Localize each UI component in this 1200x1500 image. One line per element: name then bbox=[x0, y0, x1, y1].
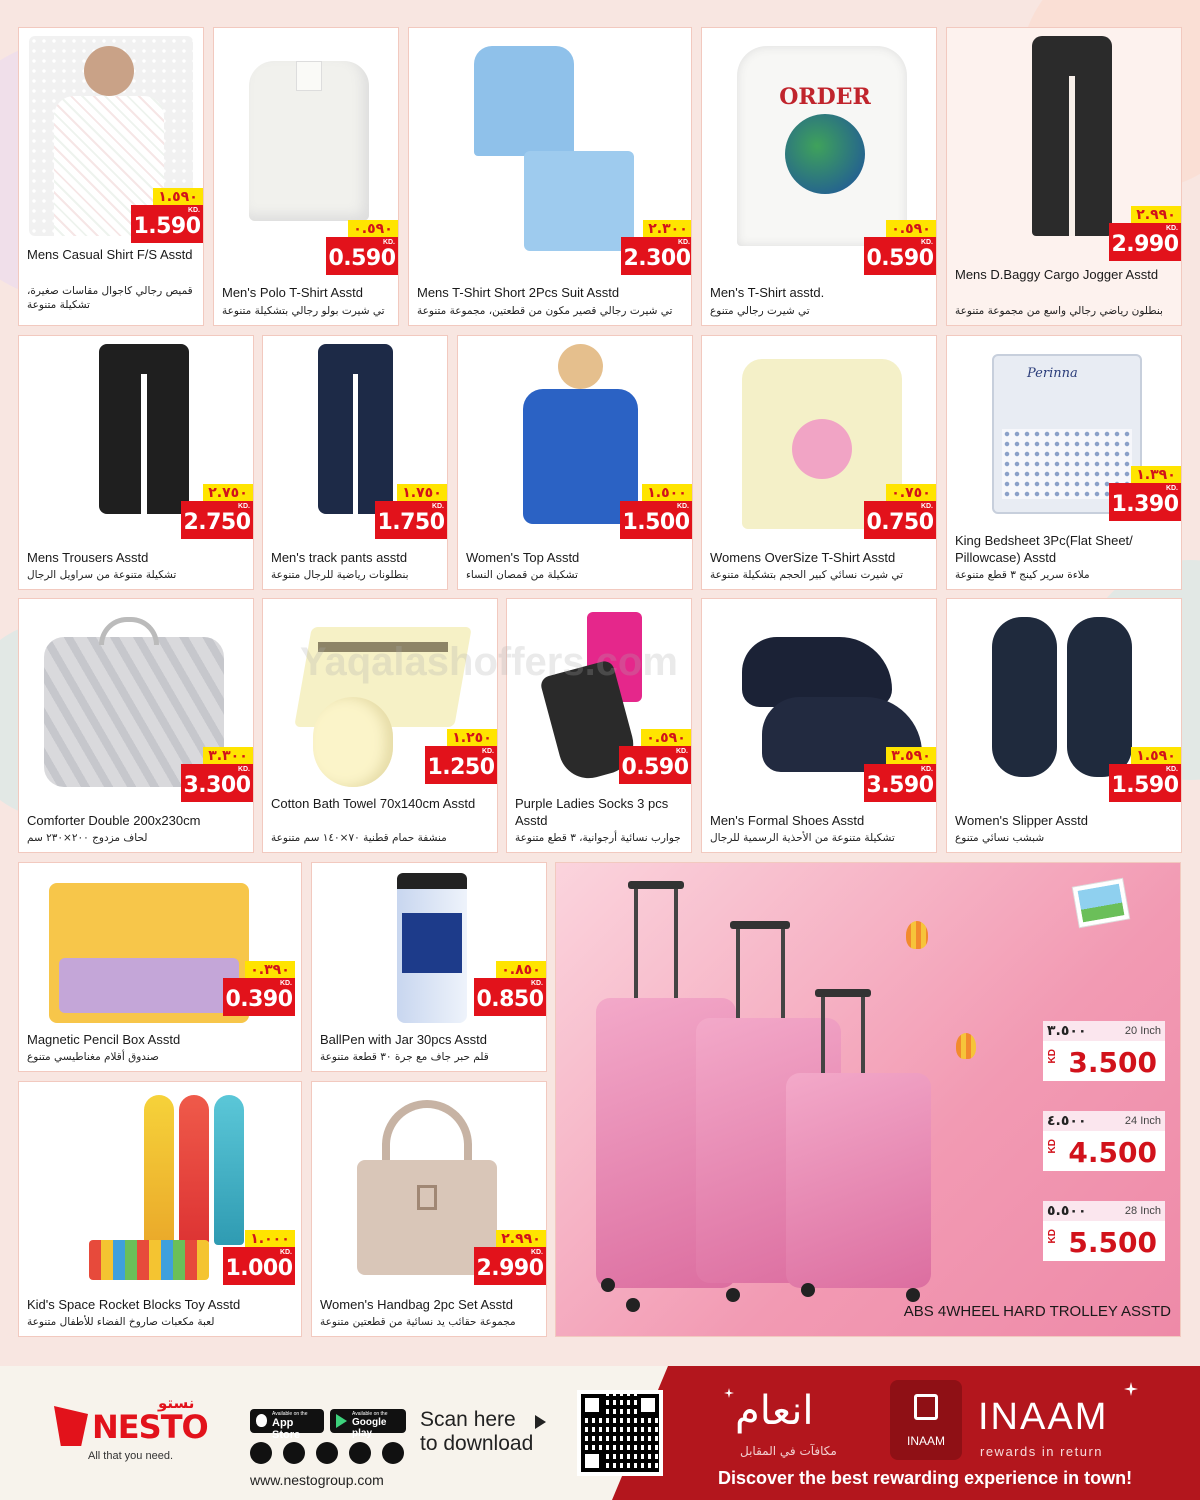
price-arabic: ٣.٥٠٠ bbox=[1047, 1023, 1087, 1039]
price-arabic: ٠.٧٥٠ bbox=[886, 484, 936, 503]
currency: KD. bbox=[237, 503, 250, 510]
twitter-icon[interactable] bbox=[349, 1442, 371, 1464]
apple-icon bbox=[256, 1414, 267, 1427]
price: 2.990 bbox=[474, 1247, 546, 1285]
price-arabic: ٣.٥٩٠ bbox=[886, 747, 936, 766]
price: 1.590 bbox=[1109, 764, 1181, 802]
price-tag bbox=[417, 729, 497, 789]
trolley-title: ABS 4WHEEL HARD TROLLEY ASSTD bbox=[903, 1303, 1171, 1320]
product-name-arabic: قلم حبر جاف مع جرة ٣٠ قطعة متنوعة bbox=[320, 1051, 489, 1063]
product-name: Women's Slipper Asstd bbox=[955, 813, 1089, 828]
product-name-arabic: صندوق أقلام مغناطيسي متنوع bbox=[27, 1051, 159, 1063]
price-arabic: ١.٥٩٠ bbox=[153, 188, 203, 207]
product-card[interactable] bbox=[311, 862, 547, 1072]
price-arabic: ٢.٣٠٠ bbox=[643, 220, 692, 239]
play-arrow-icon bbox=[535, 1415, 546, 1429]
price-tag bbox=[215, 1230, 295, 1290]
bedsheet-brand-text: Perinna bbox=[1027, 366, 1078, 381]
price-tag bbox=[173, 484, 253, 544]
product-name: Mens D.Baggy Cargo Jogger Asstd bbox=[955, 267, 1159, 282]
print-order-text: ORDER bbox=[779, 84, 871, 110]
price: 1.250 bbox=[425, 746, 497, 784]
product-name-arabic: تي شيرت نسائي كبير الحجم بتشكيلة متنوعة bbox=[710, 569, 904, 581]
size-label: 20 Inch bbox=[1124, 1025, 1161, 1037]
trolley-size-price bbox=[1043, 1201, 1165, 1261]
product-card[interactable] bbox=[18, 862, 302, 1072]
discover-text: Discover the best rewarding experience in town! bbox=[718, 1468, 1133, 1488]
currency: KD. bbox=[1165, 766, 1178, 773]
currency: KD. bbox=[431, 503, 444, 510]
price-arabic: ٠.٥٩٠ bbox=[886, 220, 936, 239]
price-tag bbox=[173, 747, 253, 807]
price-arabic: ١.٥٩٠ bbox=[1131, 747, 1181, 766]
trolley-promo[interactable] bbox=[555, 862, 1181, 1337]
price-arabic: ١.٢٥٠ bbox=[447, 729, 497, 748]
product-name-arabic: بنطلون رياضي رجالي واسع من مجموعة متنوعة bbox=[955, 305, 1163, 317]
product-name: Mens Casual Shirt F/S Asstd bbox=[27, 247, 193, 262]
price-arabic: ٢.٩٩٠ bbox=[496, 1230, 546, 1249]
price: 2.750 bbox=[181, 501, 253, 539]
product-name-arabic: مجموعة حقائب يد نسائية من قطعتين متنوعة bbox=[320, 1316, 516, 1328]
product-name-arabic: تي شيرت رجالي قصير مكون من قطعتين، مجموعة متنوعة bbox=[417, 305, 673, 317]
product-name-arabic: تي شيرت رجالي متنوع bbox=[710, 305, 810, 317]
price: 3.500 bbox=[1068, 1046, 1157, 1079]
price: 0.750 bbox=[864, 501, 936, 539]
price-arabic: ٠.٥٩٠ bbox=[348, 220, 398, 239]
website-link[interactable]: www.nestogroup.com bbox=[250, 1472, 384, 1488]
product-card[interactable] bbox=[18, 1081, 302, 1337]
product-name-arabic: منشفة حمام قطنية ٧٠×١٤٠ سم متنوعة bbox=[271, 832, 447, 844]
price: 5.500 bbox=[1068, 1226, 1157, 1259]
product-name: King Bedsheet 3Pc(Flat Sheet/ Pillowcase) Asstd bbox=[955, 533, 1133, 565]
price: 1.750 bbox=[375, 501, 447, 539]
price-arabic: ٠.٨٥٠ bbox=[496, 961, 546, 980]
price-arabic: ١.٧٥٠ bbox=[397, 484, 447, 503]
product-card[interactable] bbox=[701, 27, 937, 326]
product-name-arabic: تشكيلة متنوعة من الأحذية الرسمية للرجال bbox=[710, 832, 895, 844]
product-name-arabic: لعبة مكعبات صاروخ الفضاء للأطفال متنوعة bbox=[27, 1316, 215, 1328]
watermark: Yaqalashoffers.com bbox=[300, 640, 678, 684]
footer bbox=[0, 1366, 1200, 1500]
product-name: Womens OverSize T-Shirt Asstd bbox=[710, 550, 896, 565]
currency: KD. bbox=[920, 239, 933, 246]
nesto-arabic: نستو bbox=[158, 1394, 195, 1412]
trolley-size-price bbox=[1043, 1111, 1165, 1171]
price: 0.590 bbox=[619, 746, 691, 784]
currency: KD. bbox=[382, 239, 395, 246]
product-card[interactable] bbox=[457, 335, 693, 590]
product-card[interactable] bbox=[18, 335, 254, 590]
product-card[interactable] bbox=[506, 598, 692, 853]
pen-jar-image bbox=[397, 873, 467, 1023]
inaam-arabic-sub: مكافآت في المقابل bbox=[740, 1444, 837, 1458]
inaam-sub: rewards in return bbox=[980, 1444, 1104, 1459]
currency: KD. bbox=[676, 503, 689, 510]
price-tag bbox=[856, 220, 936, 280]
price-tag bbox=[1101, 206, 1181, 266]
product-card[interactable] bbox=[701, 335, 937, 590]
instagram-icon[interactable] bbox=[316, 1442, 338, 1464]
product-name-arabic: جوارب نسائية أرجوانية، ٣ قطع متنوعة bbox=[515, 832, 681, 844]
polo-tshirt-image bbox=[224, 36, 388, 246]
price-tag bbox=[856, 747, 936, 807]
scan-here-text: Scan here bbox=[420, 1408, 516, 1431]
product-card[interactable] bbox=[311, 1081, 547, 1337]
product-name: Comforter Double 200x230cm bbox=[27, 813, 201, 828]
product-name: Men's Formal Shoes Asstd bbox=[710, 813, 865, 828]
nesto-wordmark: NESTO bbox=[92, 1408, 208, 1446]
price: 4.500 bbox=[1068, 1136, 1157, 1169]
size-label: 28 Inch bbox=[1124, 1205, 1161, 1217]
product-card[interactable] bbox=[701, 598, 937, 853]
price-arabic: ٢.٧٥٠ bbox=[203, 484, 253, 503]
product-card[interactable] bbox=[946, 335, 1182, 590]
product-name: Women's Handbag 2pc Set Asstd bbox=[320, 1297, 514, 1312]
inaam-wordmark: INAAM bbox=[978, 1396, 1109, 1438]
product-name: Men's Polo T-Shirt Asstd bbox=[222, 285, 363, 300]
nesto-logo[interactable] bbox=[48, 1394, 218, 1474]
to-download-text: to download bbox=[420, 1432, 534, 1455]
price-tag bbox=[1101, 747, 1181, 807]
product-card[interactable] bbox=[946, 27, 1182, 326]
trolley-small bbox=[786, 1073, 931, 1288]
product-name: BallPen with Jar 30pcs Asstd bbox=[320, 1032, 487, 1047]
price-arabic: ٤.٥٠٠ bbox=[1047, 1113, 1087, 1129]
currency: KD. bbox=[187, 207, 200, 214]
product-name-arabic: تي شيرت بولو رجالي بتشكيلة متنوعة bbox=[222, 305, 385, 317]
price: 2.300 bbox=[621, 237, 692, 275]
youtube-icon[interactable] bbox=[250, 1442, 272, 1464]
currency: KD bbox=[1047, 1049, 1058, 1064]
inaam-badge: INAAM bbox=[890, 1380, 962, 1460]
price-arabic: ٢.٩٩٠ bbox=[1131, 206, 1181, 225]
product-name-arabic: لحاف مزدوج ٢٠٠×٢٣٠ سم bbox=[27, 832, 148, 844]
product-name-arabic: تشكيلة متنوعة من سراويل الرجال bbox=[27, 569, 177, 581]
product-name-arabic: تشكيلة من قمصان النساء bbox=[466, 569, 578, 581]
product-name-arabic: ملاءة سرير كينج ٣ قطع متنوعة bbox=[955, 569, 1090, 581]
currency: KD bbox=[1047, 1229, 1058, 1244]
price-tag bbox=[613, 220, 692, 280]
product-name: Mens T-Shirt Short 2Pcs Suit Asstd bbox=[417, 285, 620, 300]
product-name: Cotton Bath Towel 70x140cm Asstd bbox=[271, 796, 476, 811]
qr-code[interactable] bbox=[577, 1390, 663, 1476]
product-name: Purple Ladies Socks 3 pcs Asstd bbox=[515, 796, 669, 828]
price: 0.590 bbox=[864, 237, 936, 275]
currency: KD. bbox=[1165, 225, 1178, 232]
price-tag bbox=[367, 484, 447, 544]
price-tag bbox=[612, 484, 692, 544]
currency: KD. bbox=[920, 503, 933, 510]
price-arabic: ٥.٥٠٠ bbox=[1047, 1203, 1087, 1219]
tiktok-icon[interactable] bbox=[382, 1442, 404, 1464]
price-tag bbox=[215, 961, 295, 1021]
currency: KD bbox=[1047, 1139, 1058, 1154]
trolley-size-price bbox=[1043, 1021, 1165, 1081]
currency: KD. bbox=[675, 748, 688, 755]
price: 3.300 bbox=[181, 764, 253, 802]
price: 1.000 bbox=[223, 1247, 295, 1285]
product-name-arabic: شبشب نسائي متنوع bbox=[955, 832, 1045, 844]
product-card[interactable] bbox=[18, 598, 254, 853]
product-card[interactable] bbox=[946, 598, 1182, 853]
currency: KD. bbox=[920, 766, 933, 773]
product-name: Mens Trousers Asstd bbox=[27, 550, 149, 565]
google-play-button[interactable]: Available on the Google play bbox=[330, 1409, 406, 1433]
currency: KD. bbox=[530, 1249, 543, 1256]
price-tag bbox=[123, 188, 203, 248]
currency: KD. bbox=[530, 980, 543, 987]
price-arabic: ١.٠٠٠ bbox=[245, 1230, 295, 1249]
product-card[interactable] bbox=[262, 598, 498, 853]
size-label: 24 Inch bbox=[1124, 1115, 1161, 1127]
price: 3.590 bbox=[864, 764, 936, 802]
product-name-arabic: بنطلونات رياضية للرجال متنوعة bbox=[271, 569, 409, 581]
price-tag bbox=[466, 1230, 546, 1290]
product-name: Men's T-Shirt asstd. bbox=[710, 285, 825, 300]
price-tag bbox=[318, 220, 398, 280]
currency: KD. bbox=[481, 748, 494, 755]
price: 1.500 bbox=[620, 501, 692, 539]
price: 0.590 bbox=[326, 237, 398, 275]
price: 0.850 bbox=[474, 978, 546, 1016]
price: 1.390 bbox=[1109, 483, 1181, 521]
product-card[interactable] bbox=[262, 335, 448, 590]
product-card[interactable] bbox=[213, 27, 399, 326]
price-arabic: ٠.٣٩٠ bbox=[245, 961, 295, 980]
price-tag bbox=[611, 729, 691, 789]
price-arabic: ١.٣٩٠ bbox=[1131, 466, 1181, 485]
product-name: Magnetic Pencil Box Asstd bbox=[27, 1032, 181, 1047]
balloon-icon bbox=[956, 1033, 976, 1059]
price-arabic: ٣.٣٠٠ bbox=[203, 747, 253, 766]
nesto-tagline: All that you need. bbox=[88, 1450, 174, 1462]
price: 1.590 bbox=[131, 205, 203, 243]
price-arabic: ٠.٥٩٠ bbox=[641, 729, 691, 748]
app-store-button[interactable]: Available on the App Store bbox=[250, 1409, 324, 1433]
inaam-arabic-logo: انعام bbox=[735, 1388, 814, 1434]
price: 0.390 bbox=[223, 978, 295, 1016]
facebook-icon[interactable] bbox=[283, 1442, 305, 1464]
currency: KD. bbox=[237, 766, 250, 773]
currency: KD. bbox=[1165, 485, 1178, 492]
balloon-icon bbox=[906, 921, 928, 949]
currency: KD. bbox=[279, 1249, 292, 1256]
product-name: Kid's Space Rocket Blocks Toy Asstd bbox=[27, 1297, 241, 1312]
currency: KD. bbox=[677, 239, 690, 246]
shopping-bag-icon bbox=[914, 1394, 938, 1420]
price-tag bbox=[466, 961, 546, 1021]
product-name: Men's track pants asstd bbox=[271, 550, 408, 565]
price-arabic: ١.٥٠٠ bbox=[642, 484, 692, 503]
price-tag bbox=[1101, 466, 1181, 526]
price: 2.990 bbox=[1109, 223, 1181, 261]
currency: KD. bbox=[279, 980, 292, 987]
price-tag bbox=[856, 484, 936, 544]
product-card[interactable] bbox=[408, 27, 692, 326]
google-play-icon bbox=[336, 1414, 347, 1428]
product-name: Women's Top Asstd bbox=[466, 550, 580, 565]
nesto-cart-icon bbox=[54, 1406, 88, 1446]
product-card[interactable] bbox=[18, 27, 204, 326]
photo-icon bbox=[1073, 879, 1129, 927]
product-name-arabic: قميص رجالي كاجوال مقاسات صغيرة، تشكيلة متنوعة bbox=[27, 285, 193, 311]
